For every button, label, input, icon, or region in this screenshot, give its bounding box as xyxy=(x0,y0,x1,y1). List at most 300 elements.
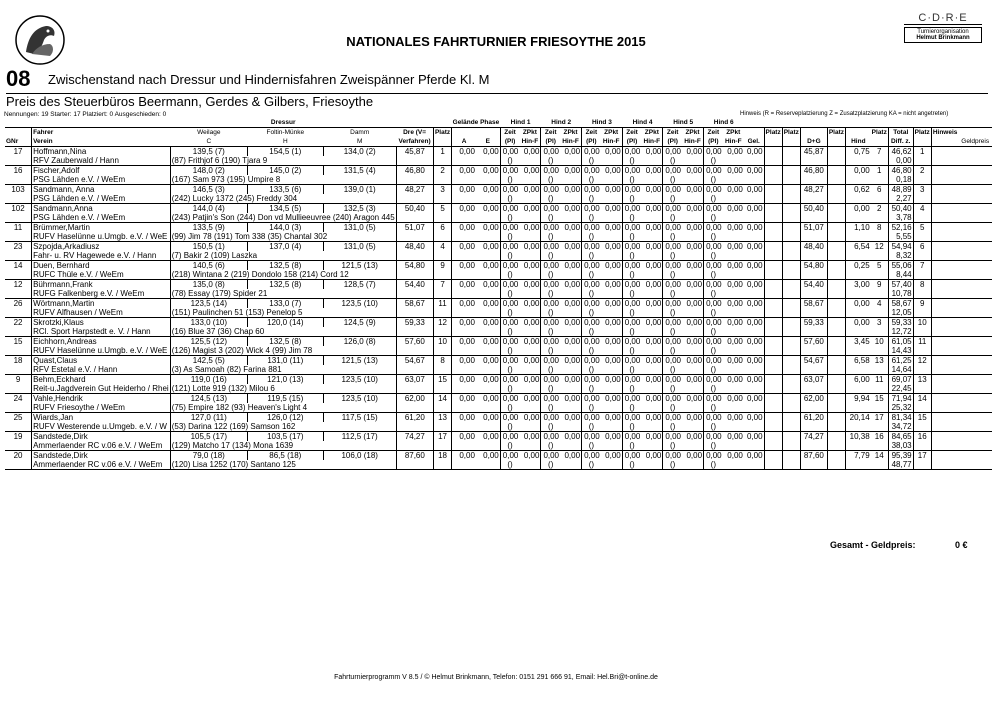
blank xyxy=(764,403,782,413)
zpkt-cell: 0,00 xyxy=(519,261,541,271)
prize-title: Preis des Steuerbüros Beermann, Gerdes & Gilbers, Friesoythe xyxy=(6,94,374,109)
zpkt-cell: 0,00 xyxy=(519,204,541,214)
dre-platz-cell: 2 xyxy=(433,166,451,176)
weilage-cell: 79,0 (18) xyxy=(170,451,247,461)
blank xyxy=(560,251,582,261)
rank-cell: 2 xyxy=(913,166,931,176)
zeit-cell: 0,00 xyxy=(582,318,601,328)
damm-letter: M xyxy=(356,138,363,145)
hind-cell: 0,62 xyxy=(845,185,870,195)
total-cell: 54,94 xyxy=(888,242,913,252)
damm-cell: 132,5 (3) xyxy=(323,204,396,214)
gel-cell: 0,00 xyxy=(744,356,764,366)
a-cell: 0,00 xyxy=(452,413,476,423)
blank xyxy=(560,384,582,394)
platz-cell xyxy=(782,242,800,252)
zpkt-cell: 0,00 xyxy=(560,261,582,271)
table-row xyxy=(5,280,992,290)
table-row-detail xyxy=(5,346,992,356)
platz-cell xyxy=(827,432,845,442)
gnr-cell: 19 xyxy=(5,432,32,442)
dg-cell: 54,40 xyxy=(800,280,827,290)
blank xyxy=(744,232,764,242)
blank xyxy=(913,346,931,356)
horses-cell: (99) Jim 78 (191) Tom 338 (35) Chantal 302 xyxy=(170,232,396,242)
blank xyxy=(782,270,800,280)
e-cell: 0,00 xyxy=(476,185,500,195)
verein-cell: RUFV Westerende u.Umgeb. e.V. / W xyxy=(32,422,171,432)
pl-cell: () xyxy=(582,403,601,413)
e-cell: 0,00 xyxy=(476,280,500,290)
platz-cell xyxy=(782,185,800,195)
dre-cell: 61,20 xyxy=(396,413,433,423)
pl-cell: () xyxy=(622,270,641,280)
blank xyxy=(827,365,845,375)
pl-cell: () xyxy=(500,232,519,242)
blank xyxy=(682,251,704,261)
zpkt-cell: 0,00 xyxy=(641,356,663,366)
weilage-cell: 139,5 (7) xyxy=(170,147,247,157)
blank xyxy=(433,460,451,470)
zpkt-cell: 0,00 xyxy=(641,375,663,385)
horses-cell: (87) Frithjof 6 (190) Tjara 9 xyxy=(170,156,396,166)
platz-cell xyxy=(782,147,800,157)
zpkt-cell: 0,00 xyxy=(641,261,663,271)
dre-platz-cell: 11 xyxy=(433,299,451,309)
platz-cell xyxy=(764,223,782,233)
blank xyxy=(560,403,582,413)
zeit-cell: 0,00 xyxy=(541,413,560,423)
blank xyxy=(433,403,451,413)
blank xyxy=(827,156,845,166)
blank xyxy=(800,346,827,356)
blank xyxy=(641,308,663,318)
blank xyxy=(958,251,992,261)
hind-cell: 6,58 xyxy=(845,356,870,366)
zeit-cell: 0,00 xyxy=(582,451,601,461)
zeit-cell: 0,00 xyxy=(622,432,641,442)
hinweis-cell xyxy=(931,432,958,442)
zpkt-cell: 0,00 xyxy=(519,356,541,366)
pl-cell: () xyxy=(582,251,601,261)
blank xyxy=(764,175,782,185)
blank xyxy=(723,289,744,299)
platz-header: Platz xyxy=(871,129,887,136)
gnr-blank xyxy=(5,232,32,242)
zeit-cell: 0,00 xyxy=(582,375,601,385)
gel-cell: 0,00 xyxy=(744,261,764,271)
pl-cell: () xyxy=(663,441,682,451)
blank xyxy=(433,194,451,204)
blank xyxy=(782,232,800,242)
zeit-cell: 0,00 xyxy=(704,242,723,252)
blank xyxy=(744,289,764,299)
damm-cell: 128,5 (7) xyxy=(323,280,396,290)
zeit-cell: 0,00 xyxy=(704,394,723,404)
hinweis-cell xyxy=(931,280,958,290)
total-cell: 50,40 xyxy=(888,204,913,214)
zpkt-cell: 0,00 xyxy=(641,280,663,290)
zpkt-cell: 0,00 xyxy=(519,432,541,442)
blank xyxy=(958,422,992,432)
gnr-blank xyxy=(5,213,32,223)
horses-cell: (3) As Samoah (82) Farina 881 xyxy=(170,365,396,375)
zpkt-cell: 0,00 xyxy=(601,451,623,461)
weilage-cell: 146,5 (3) xyxy=(170,185,247,195)
zpkt-header: ZPkt xyxy=(641,128,663,138)
blank xyxy=(827,251,845,261)
platz-cell xyxy=(764,204,782,214)
rank-cell: 1 xyxy=(913,147,931,157)
zeit-cell: 0,00 xyxy=(663,280,682,290)
dre-platz-cell: 9 xyxy=(433,261,451,271)
diff-cell: 8,44 xyxy=(888,270,913,280)
horses-cell: (167) Sam 973 (195) Umpire 8 xyxy=(170,175,396,185)
total-cell: 59,33 xyxy=(888,318,913,328)
zpkt-cell: 0,00 xyxy=(682,280,704,290)
pl-cell: () xyxy=(663,289,682,299)
pl-cell: () xyxy=(704,403,723,413)
e-header: E xyxy=(485,138,491,145)
table-row-detail xyxy=(5,289,992,299)
pl-cell: () xyxy=(622,441,641,451)
zpkt-cell: 0,00 xyxy=(723,337,744,347)
zeit-cell: 0,00 xyxy=(541,451,560,461)
zpkt-cell: 0,00 xyxy=(682,413,704,423)
fahrer-cell: Szpojda,Arkadiusz xyxy=(32,242,171,252)
organizer-logo xyxy=(904,12,982,68)
hinweis-cell xyxy=(931,299,958,309)
blank xyxy=(800,327,827,337)
zeit-cell: 0,00 xyxy=(704,147,723,157)
hind-cell: 0,25 xyxy=(845,261,870,271)
pl-cell: () xyxy=(622,175,641,185)
platz-cell xyxy=(827,204,845,214)
e-cell: 0,00 xyxy=(476,356,500,366)
hind3-header: Hind 3 xyxy=(591,119,612,126)
table-row xyxy=(5,223,992,233)
blank xyxy=(682,194,704,204)
pl-cell: () xyxy=(663,213,682,223)
blank xyxy=(845,384,870,394)
zpkt-cell: 0,00 xyxy=(723,451,744,461)
blank xyxy=(764,308,782,318)
rank-cell: 14 xyxy=(913,394,931,404)
a-blank xyxy=(452,128,476,138)
zeit-cell: 0,00 xyxy=(541,147,560,157)
blank xyxy=(476,327,500,337)
geldpreis-cell xyxy=(958,204,992,214)
geldpreis-cell xyxy=(958,413,992,423)
hinweis-cell xyxy=(931,451,958,461)
hind6-header: Hind 6 xyxy=(713,119,734,126)
blank xyxy=(723,251,744,261)
blank xyxy=(913,156,931,166)
rank-cell: 11 xyxy=(913,337,931,347)
blank xyxy=(641,403,663,413)
blank xyxy=(560,289,582,299)
blank xyxy=(519,213,541,223)
zpkt-cell: 0,00 xyxy=(723,223,744,233)
table-row xyxy=(5,375,992,385)
blank xyxy=(782,384,800,394)
blank xyxy=(476,422,500,432)
zpkt-cell: 0,00 xyxy=(641,413,663,423)
blank xyxy=(871,460,889,470)
zpkt-cell: 0,00 xyxy=(519,147,541,157)
legend-note: Hinweis (R = Reserveplatzierung Z = Zusatzplatzierung KA = nicht angetreten) xyxy=(740,111,949,117)
zeit-cell: 0,00 xyxy=(541,394,560,404)
a-cell: 0,00 xyxy=(452,261,476,271)
zpkt-cell: 0,00 xyxy=(601,394,623,404)
hind-platz-cell: 11 xyxy=(871,375,889,385)
blank xyxy=(601,213,623,223)
diff-cell: 10,78 xyxy=(888,289,913,299)
blank xyxy=(827,213,845,223)
blank xyxy=(519,194,541,204)
blank xyxy=(641,327,663,337)
pl-cell: () xyxy=(500,346,519,356)
a-cell: 0,00 xyxy=(452,356,476,366)
geldpreis-cell xyxy=(958,185,992,195)
blank xyxy=(396,308,433,318)
zeit-cell: 0,00 xyxy=(500,147,519,157)
platz-cell xyxy=(764,299,782,309)
blank xyxy=(476,441,500,451)
hind-cell: 7,79 xyxy=(845,451,870,461)
blank xyxy=(560,270,582,280)
blank xyxy=(519,251,541,261)
blank xyxy=(519,270,541,280)
footer-email-link[interactable]: Hel.Bri@t-online.de xyxy=(597,674,658,681)
zeit-cell: 0,00 xyxy=(541,432,560,442)
hinweis-cell xyxy=(931,337,958,347)
zeit-cell: 0,00 xyxy=(541,299,560,309)
diff-cell: 2,27 xyxy=(888,194,913,204)
zeit-cell: 0,00 xyxy=(704,204,723,214)
blank xyxy=(433,327,451,337)
zpkt-cell: 0,00 xyxy=(560,432,582,442)
dre-header: Dre (V= xyxy=(396,128,433,138)
blank xyxy=(800,270,827,280)
zpkt-cell: 0,00 xyxy=(723,242,744,252)
blank xyxy=(641,270,663,280)
gnr-cell: 25 xyxy=(5,413,32,423)
a-cell: 0,00 xyxy=(452,375,476,385)
blank xyxy=(827,422,845,432)
blank xyxy=(827,327,845,337)
blank xyxy=(913,213,931,223)
zeit-cell: 0,00 xyxy=(541,223,560,233)
pl-cell: () xyxy=(541,365,560,375)
geldpreis-cell xyxy=(958,337,992,347)
blank xyxy=(452,327,476,337)
e-cell: 0,00 xyxy=(476,413,500,423)
zpkt-cell: 0,00 xyxy=(601,204,623,214)
pl-cell: () xyxy=(663,194,682,204)
hind5-header: Hind 5 xyxy=(673,119,694,126)
blank xyxy=(433,270,451,280)
blank xyxy=(764,289,782,299)
blank xyxy=(931,308,958,318)
dg-header: D+G xyxy=(800,137,827,147)
table-row xyxy=(5,356,992,366)
gnr-cell: 16 xyxy=(5,166,32,176)
blank xyxy=(845,365,870,375)
zpkt-cell: 0,00 xyxy=(723,318,744,328)
blank xyxy=(519,441,541,451)
zeit-cell: 0,00 xyxy=(663,166,682,176)
platz-cell xyxy=(827,356,845,366)
hinweis-cell xyxy=(931,185,958,195)
platz-cell xyxy=(782,204,800,214)
blank xyxy=(723,270,744,280)
platz-header: Platz xyxy=(828,129,844,136)
zeit-cell: 0,00 xyxy=(704,223,723,233)
blank xyxy=(764,422,782,432)
blank xyxy=(476,232,500,242)
fahrer-cell: Sandstede,Dirk xyxy=(32,432,171,442)
gnr-blank xyxy=(5,403,32,413)
pl-cell: () xyxy=(582,213,601,223)
blank xyxy=(476,308,500,318)
verein-cell: PSG Lähden e.V. / WeEm xyxy=(32,175,171,185)
zpkt-cell: 0,00 xyxy=(601,261,623,271)
blank xyxy=(845,213,870,223)
blank xyxy=(782,175,800,185)
zeit-cell: 0,00 xyxy=(704,185,723,195)
platz-cell xyxy=(827,413,845,423)
blank xyxy=(519,232,541,242)
zpkt-cell: 0,00 xyxy=(682,185,704,195)
table-row xyxy=(5,166,992,176)
blank xyxy=(476,175,500,185)
a-cell: 0,00 xyxy=(452,318,476,328)
platz-blank xyxy=(913,137,931,147)
blank xyxy=(871,270,889,280)
dre-platz-cell: 6 xyxy=(433,223,451,233)
blank xyxy=(601,175,623,185)
hind-platz-cell: 1 xyxy=(871,166,889,176)
blank xyxy=(641,346,663,356)
a-cell: 0,00 xyxy=(452,451,476,461)
gel-cell: 0,00 xyxy=(744,318,764,328)
zeit-cell: 0,00 xyxy=(663,413,682,423)
dre-platz-cell: 13 xyxy=(433,413,451,423)
diff-cell: 12,05 xyxy=(888,308,913,318)
gel-cell: 0,00 xyxy=(744,394,764,404)
blank xyxy=(800,232,827,242)
table-row xyxy=(5,337,992,347)
horses-cell: (129) Matcho 17 (134) Mona 1639 xyxy=(170,441,396,451)
blank xyxy=(764,365,782,375)
blank xyxy=(744,384,764,394)
hinweis-cell xyxy=(931,166,958,176)
hind-platz-cell: 3 xyxy=(871,318,889,328)
foltin-cell: 134,5 (5) xyxy=(247,204,323,214)
blank xyxy=(764,213,782,223)
blank xyxy=(845,403,870,413)
diff-cell: 14,64 xyxy=(888,365,913,375)
hind-platz-cell: 5 xyxy=(871,261,889,271)
hinweis-cell xyxy=(931,204,958,214)
blank xyxy=(433,441,451,451)
blank xyxy=(601,308,623,318)
hind-cell: 1,10 xyxy=(845,223,870,233)
horses-cell: (53) Darina 122 (169) Samson 162 xyxy=(170,422,396,432)
zpkt-cell: 0,00 xyxy=(519,318,541,328)
zeit-cell: 0,00 xyxy=(622,413,641,423)
dg-cell: 54,67 xyxy=(800,356,827,366)
verein-cell: PSG Lähden e.V. / WeEm xyxy=(32,194,171,204)
zpkt-cell: 0,00 xyxy=(560,223,582,233)
platz-cell xyxy=(764,147,782,157)
zeit-cell: 0,00 xyxy=(704,375,723,385)
pl-header: (Pl) xyxy=(541,137,560,147)
blank xyxy=(958,270,992,280)
platz-cell xyxy=(827,185,845,195)
platz-cell xyxy=(782,451,800,461)
platz-cell xyxy=(782,166,800,176)
blank xyxy=(782,308,800,318)
zpkt-cell: 0,00 xyxy=(560,356,582,366)
blank xyxy=(845,346,870,356)
blank xyxy=(396,156,433,166)
blank xyxy=(744,251,764,261)
platz-cell xyxy=(827,451,845,461)
hinweis-cell xyxy=(931,318,958,328)
zpkt-cell: 0,00 xyxy=(601,166,623,176)
blank xyxy=(452,384,476,394)
gnr-cell: 11 xyxy=(5,223,32,233)
e-cell: 0,00 xyxy=(476,451,500,461)
dre-platz-cell: 10 xyxy=(433,337,451,347)
pl-header: (Pl) xyxy=(582,137,601,147)
zpkt-cell: 0,00 xyxy=(601,185,623,195)
blank xyxy=(800,460,827,470)
total-prize-value: 0 € xyxy=(955,540,968,550)
pl-cell: () xyxy=(704,194,723,204)
zeit-cell: 0,00 xyxy=(622,451,641,461)
zeit-cell: 0,00 xyxy=(500,242,519,252)
rank-cell: 10 xyxy=(913,318,931,328)
blank xyxy=(958,346,992,356)
blank xyxy=(682,270,704,280)
horses-cell: (78) Essay (179) Spider 21 xyxy=(170,289,396,299)
pl-cell: () xyxy=(663,232,682,242)
pl-cell: () xyxy=(663,175,682,185)
horses-cell: (242) Lucky 1372 (245) Freddy 304 xyxy=(170,194,396,204)
pl-cell: () xyxy=(704,289,723,299)
table-row-detail xyxy=(5,213,992,223)
blank xyxy=(723,441,744,451)
blank xyxy=(827,194,845,204)
gnr-cell: 102 xyxy=(5,204,32,214)
platz-cell xyxy=(764,375,782,385)
zpkt-cell: 0,00 xyxy=(560,185,582,195)
table-row-detail xyxy=(5,460,992,470)
blank xyxy=(682,232,704,242)
gnr-cell: 103 xyxy=(5,185,32,195)
e-cell: 0,00 xyxy=(476,242,500,252)
zpkt-cell: 0,00 xyxy=(641,223,663,233)
verein-cell: RUFV Alfhausen / WeEm xyxy=(32,308,171,318)
gnr-cell: 15 xyxy=(5,337,32,347)
fahrer-cell: Fischer,Adolf xyxy=(32,166,171,176)
pl-header: (Pl) xyxy=(500,137,519,147)
zpkt-cell: 0,00 xyxy=(519,413,541,423)
blank xyxy=(913,422,931,432)
